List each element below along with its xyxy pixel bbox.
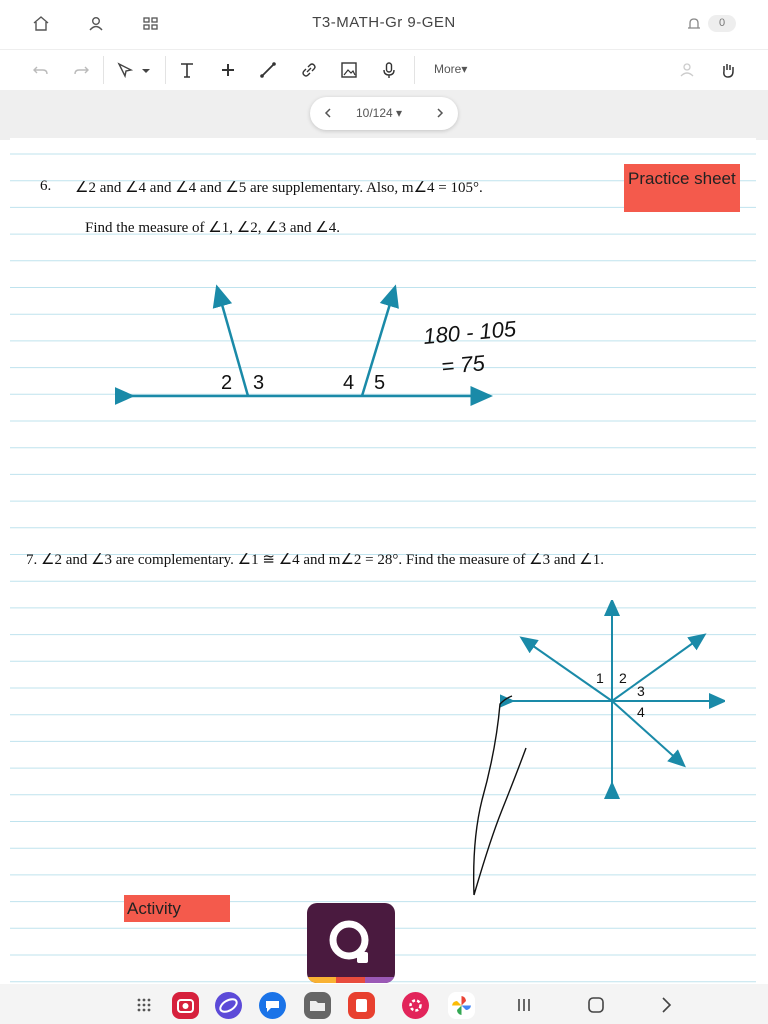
notebook-title: T3-MATH-Gr 9-GEN xyxy=(312,14,456,31)
angle-label-2: 2 xyxy=(619,670,627,686)
handwriting-line-1: 180 - 105 xyxy=(422,315,518,349)
question-6-number: 6. xyxy=(40,178,52,194)
camera-icon[interactable] xyxy=(172,992,199,1019)
apps-grid-icon[interactable] xyxy=(133,994,155,1016)
undo-icon[interactable] xyxy=(30,59,52,81)
angle-label-3: 3 xyxy=(637,683,645,699)
home-button-icon[interactable] xyxy=(585,994,607,1016)
internet-icon[interactable] xyxy=(215,992,242,1019)
quizizz-app-tile[interactable] xyxy=(307,903,395,983)
messages-icon[interactable] xyxy=(259,992,286,1019)
toolbar-divider xyxy=(103,56,104,84)
app-tile-stripe xyxy=(307,977,395,983)
angle-label-4: 4 xyxy=(637,704,645,720)
notes-icon[interactable] xyxy=(348,992,375,1019)
toolbar-divider xyxy=(165,56,166,84)
add-icon[interactable] xyxy=(217,59,239,81)
quizizz-q-icon xyxy=(321,912,381,972)
text-tool-icon[interactable] xyxy=(176,59,198,81)
android-nav-bar xyxy=(0,984,768,1024)
angle-label-2: 2 xyxy=(221,372,233,394)
chevron-right-icon[interactable] xyxy=(434,107,446,119)
top-bar xyxy=(0,0,768,48)
freehand-stroke xyxy=(462,690,542,905)
question-6-text: ∠2 and ∠4 and ∠4 and ∠5 are supplementary. Also, m∠4 = 105°. xyxy=(75,180,483,196)
practice-sheet-label[interactable]: Practice sheet xyxy=(624,164,740,212)
chevron-left-icon[interactable] xyxy=(322,107,334,119)
question-7-text: 7. ∠2 and ∠3 are complementary. ∠1 ≅ ∠4 and m∠2 = 28°. Find the measure of ∠3 and ∠1. xyxy=(26,552,604,568)
toolbar-divider xyxy=(414,56,415,84)
gallery-icon[interactable] xyxy=(402,992,429,1019)
line-tool-icon[interactable] xyxy=(257,59,279,81)
back-icon[interactable] xyxy=(655,994,677,1016)
angle-label-4: 4 xyxy=(343,372,355,394)
hand-tool-icon[interactable] xyxy=(717,59,739,81)
link-icon[interactable] xyxy=(298,59,320,81)
photos-icon[interactable] xyxy=(448,992,475,1019)
question-6-find: Find the measure of ∠1, ∠2, ∠3 and ∠4. xyxy=(85,220,340,236)
page-navigator xyxy=(310,97,458,130)
microphone-icon[interactable] xyxy=(378,59,400,81)
page-number-dropdown[interactable]: 10/124 ▾ xyxy=(356,106,403,120)
select-tool-icon[interactable] xyxy=(114,59,154,81)
angle-label-1: 1 xyxy=(596,670,604,686)
angle-label-5: 5 xyxy=(374,372,386,394)
collaborator-icon[interactable] xyxy=(676,59,698,81)
more-menu-button[interactable]: More▾ xyxy=(434,62,468,76)
angle-label-3: 3 xyxy=(253,372,265,394)
folder-icon[interactable] xyxy=(304,992,331,1019)
notification-count: 0 xyxy=(708,15,736,32)
bell-icon[interactable] xyxy=(684,14,704,34)
handwriting-line-2: = 75 xyxy=(440,350,486,379)
recents-icon[interactable] xyxy=(513,994,535,1016)
activity-label[interactable]: Activity xyxy=(124,895,230,922)
handwritten-work xyxy=(420,310,560,390)
editing-toolbar xyxy=(0,49,768,91)
q7-lower-right-ray xyxy=(612,701,680,762)
redo-icon[interactable] xyxy=(70,59,92,81)
image-icon[interactable] xyxy=(338,59,360,81)
